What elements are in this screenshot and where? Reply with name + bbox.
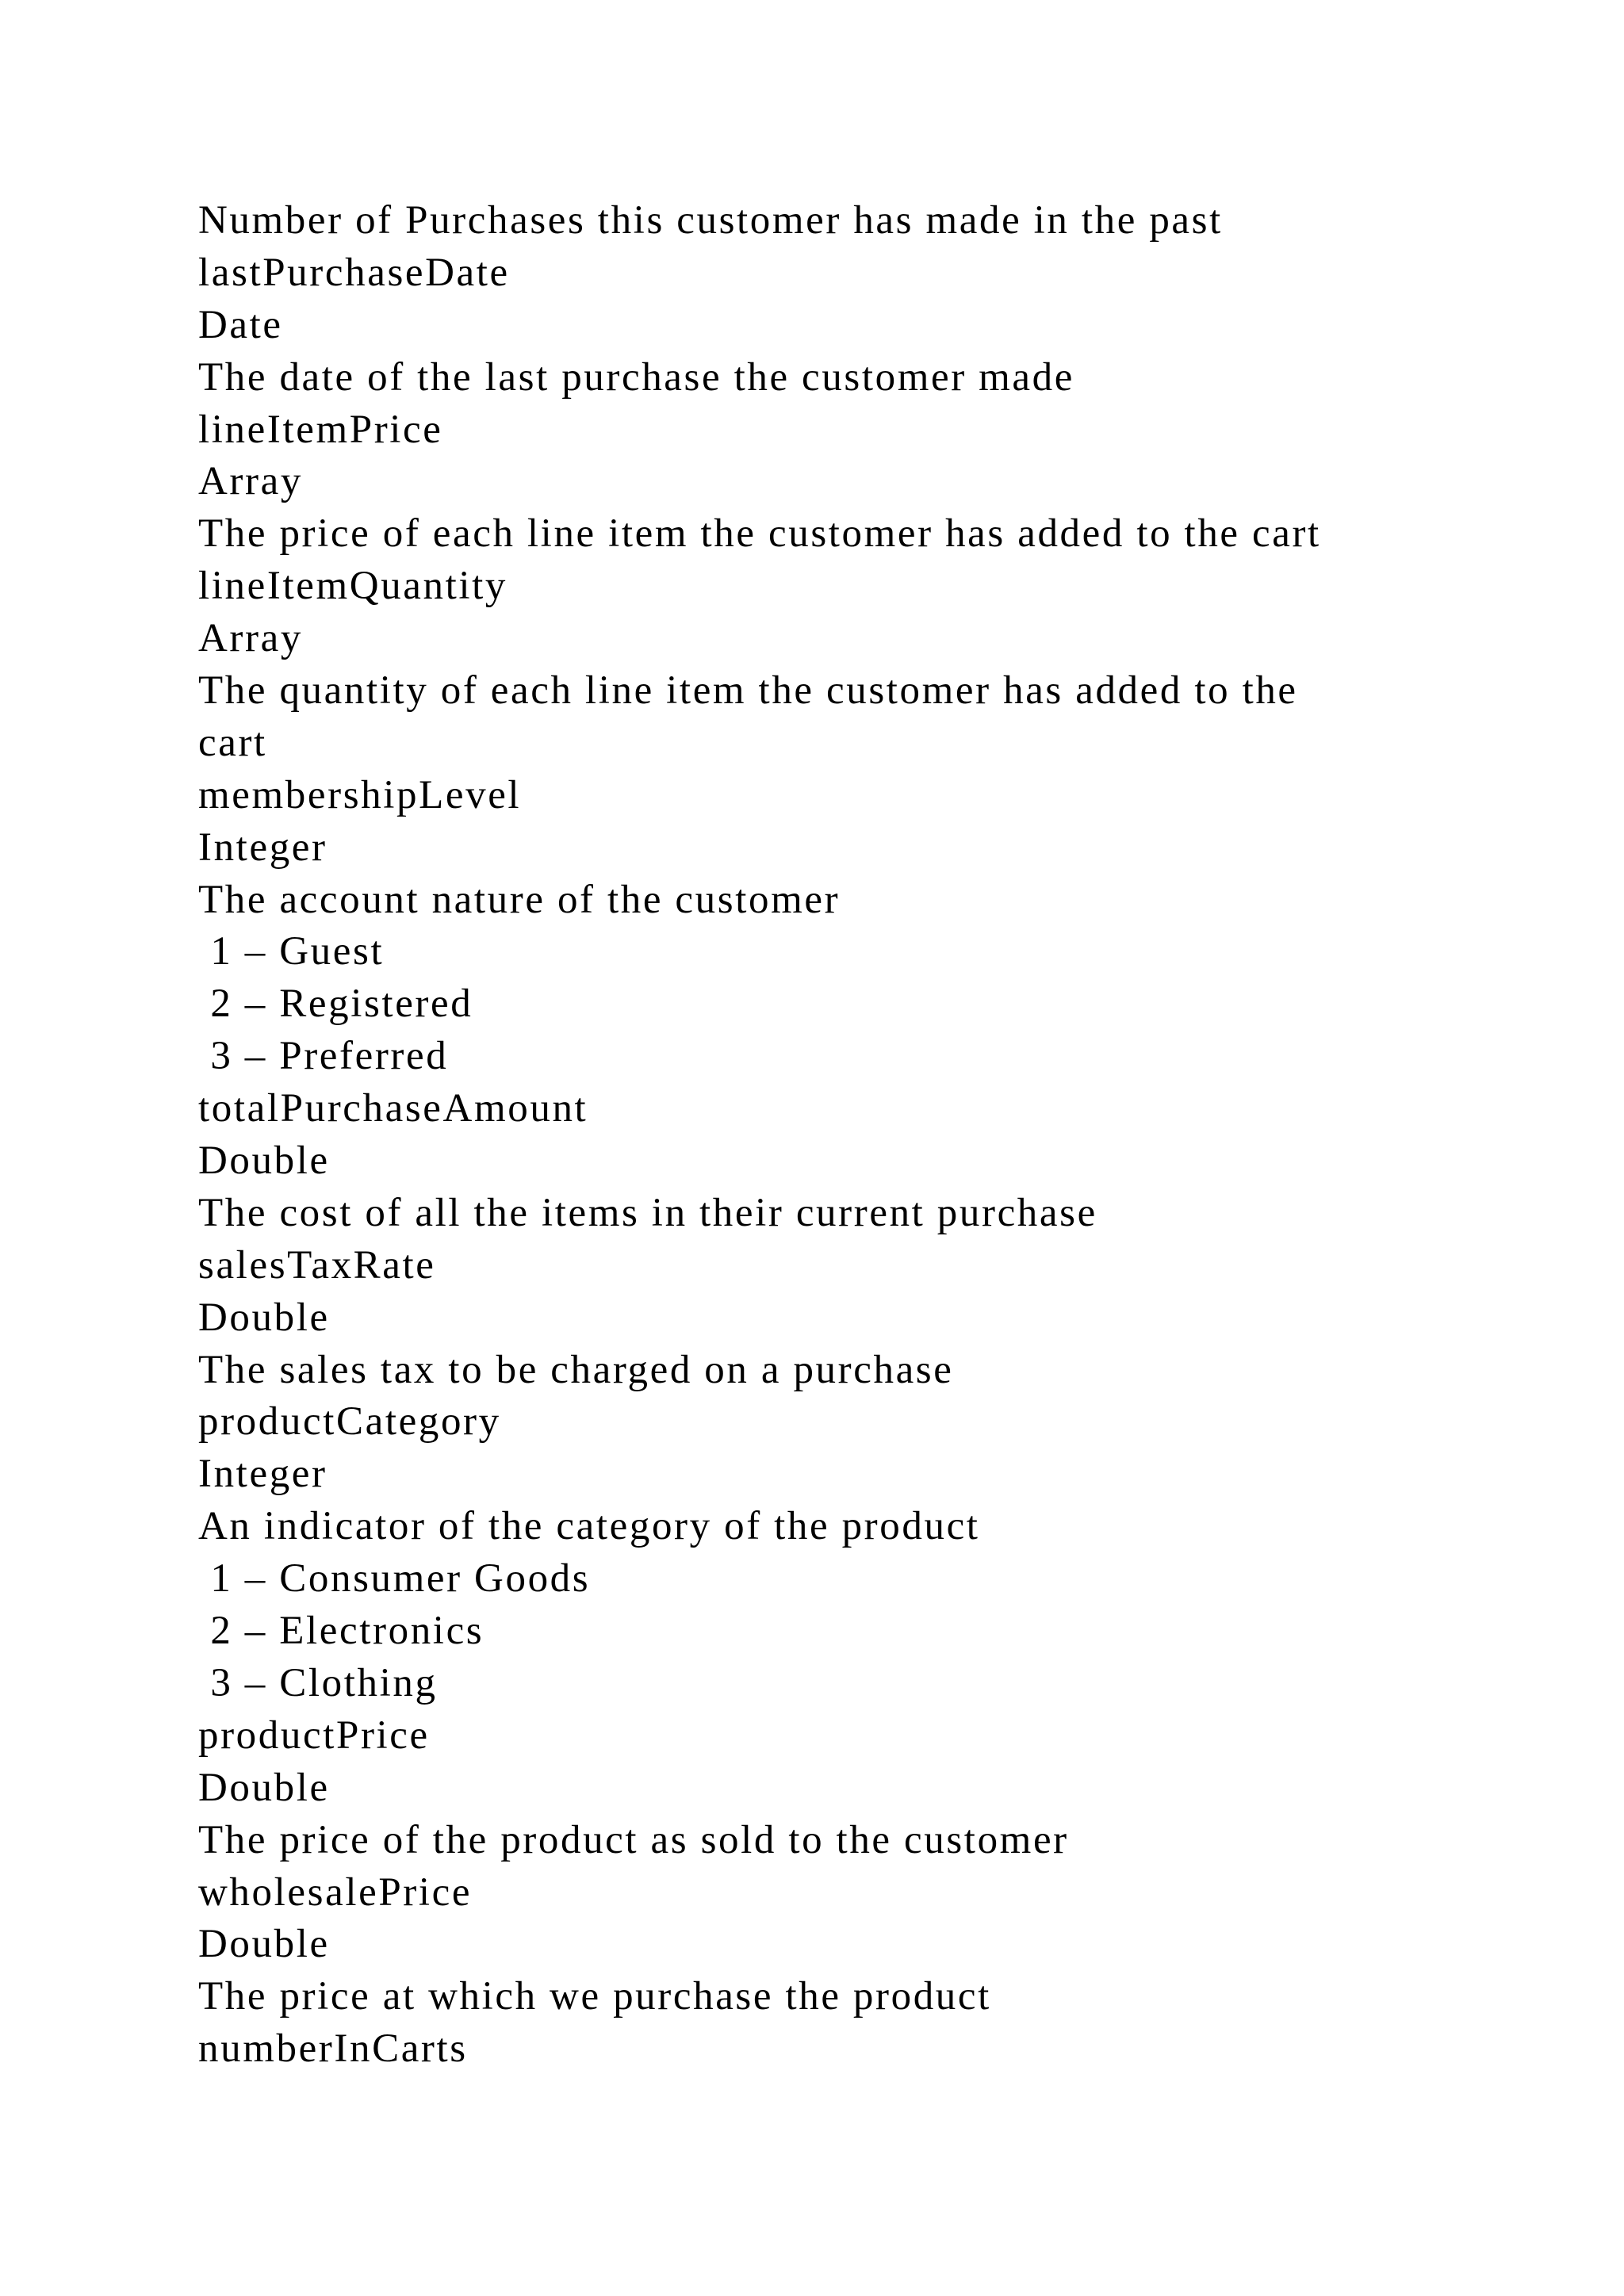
text-line: cart [198,720,267,765]
text-line: Double [198,1922,330,1967]
text-line: The account nature of the customer [198,877,841,922]
text-line: lineItemQuantity [198,564,508,609]
text-line: The date of the last purchase the customer made [198,354,1074,400]
text-line: Double [198,1138,330,1184]
text-line: Date [198,302,283,347]
document-text [198,195,1546,2076]
text-line: lineItemPrice [198,407,443,452]
text-line: The cost of all the items in their current purchase [198,1190,1097,1235]
text-line: 3 – Clothing [198,1660,438,1705]
text-line: productPrice [198,1712,430,1758]
text-line: 1 – Consumer Goods [198,1556,591,1601]
text-line: Number of Purchases this customer has made in the past [198,198,1223,243]
text-line: membershipLevel [198,772,522,817]
text-line: The sales tax to be charged on a purchase [198,1347,954,1392]
text-line: lastPurchaseDate [198,250,510,295]
text-line: 3 – Preferred [198,1034,449,1079]
text-line: An indicator of the category of the product [198,1504,980,1549]
text-line: The price at which we purchase the product [198,1974,991,2019]
text-line: 2 – Electronics [198,1609,485,1654]
text-line: productCategory [198,1399,501,1445]
text-line: Array [198,459,303,504]
text-line: Integer [198,1452,327,1497]
text-line: Double [198,1295,330,1340]
text-line: Array [198,616,303,661]
text-line: wholesalePrice [198,1869,473,1915]
text-line: numberInCarts [198,2026,468,2072]
text-line: totalPurchaseAmount [198,1086,588,1131]
text-line: 2 – Registered [198,982,473,1027]
text-line: 1 – Guest [198,929,385,974]
text-line: The price of the product as sold to the customer [198,1817,1069,1862]
text-line: Integer [198,825,327,870]
text-line: The quantity of each line item the customer has added to the [198,668,1298,714]
text-line: salesTaxRate [198,1242,436,1288]
text-line: The price of each line item the customer has added to the cart [198,511,1321,557]
text-line: Double [198,1765,330,1810]
